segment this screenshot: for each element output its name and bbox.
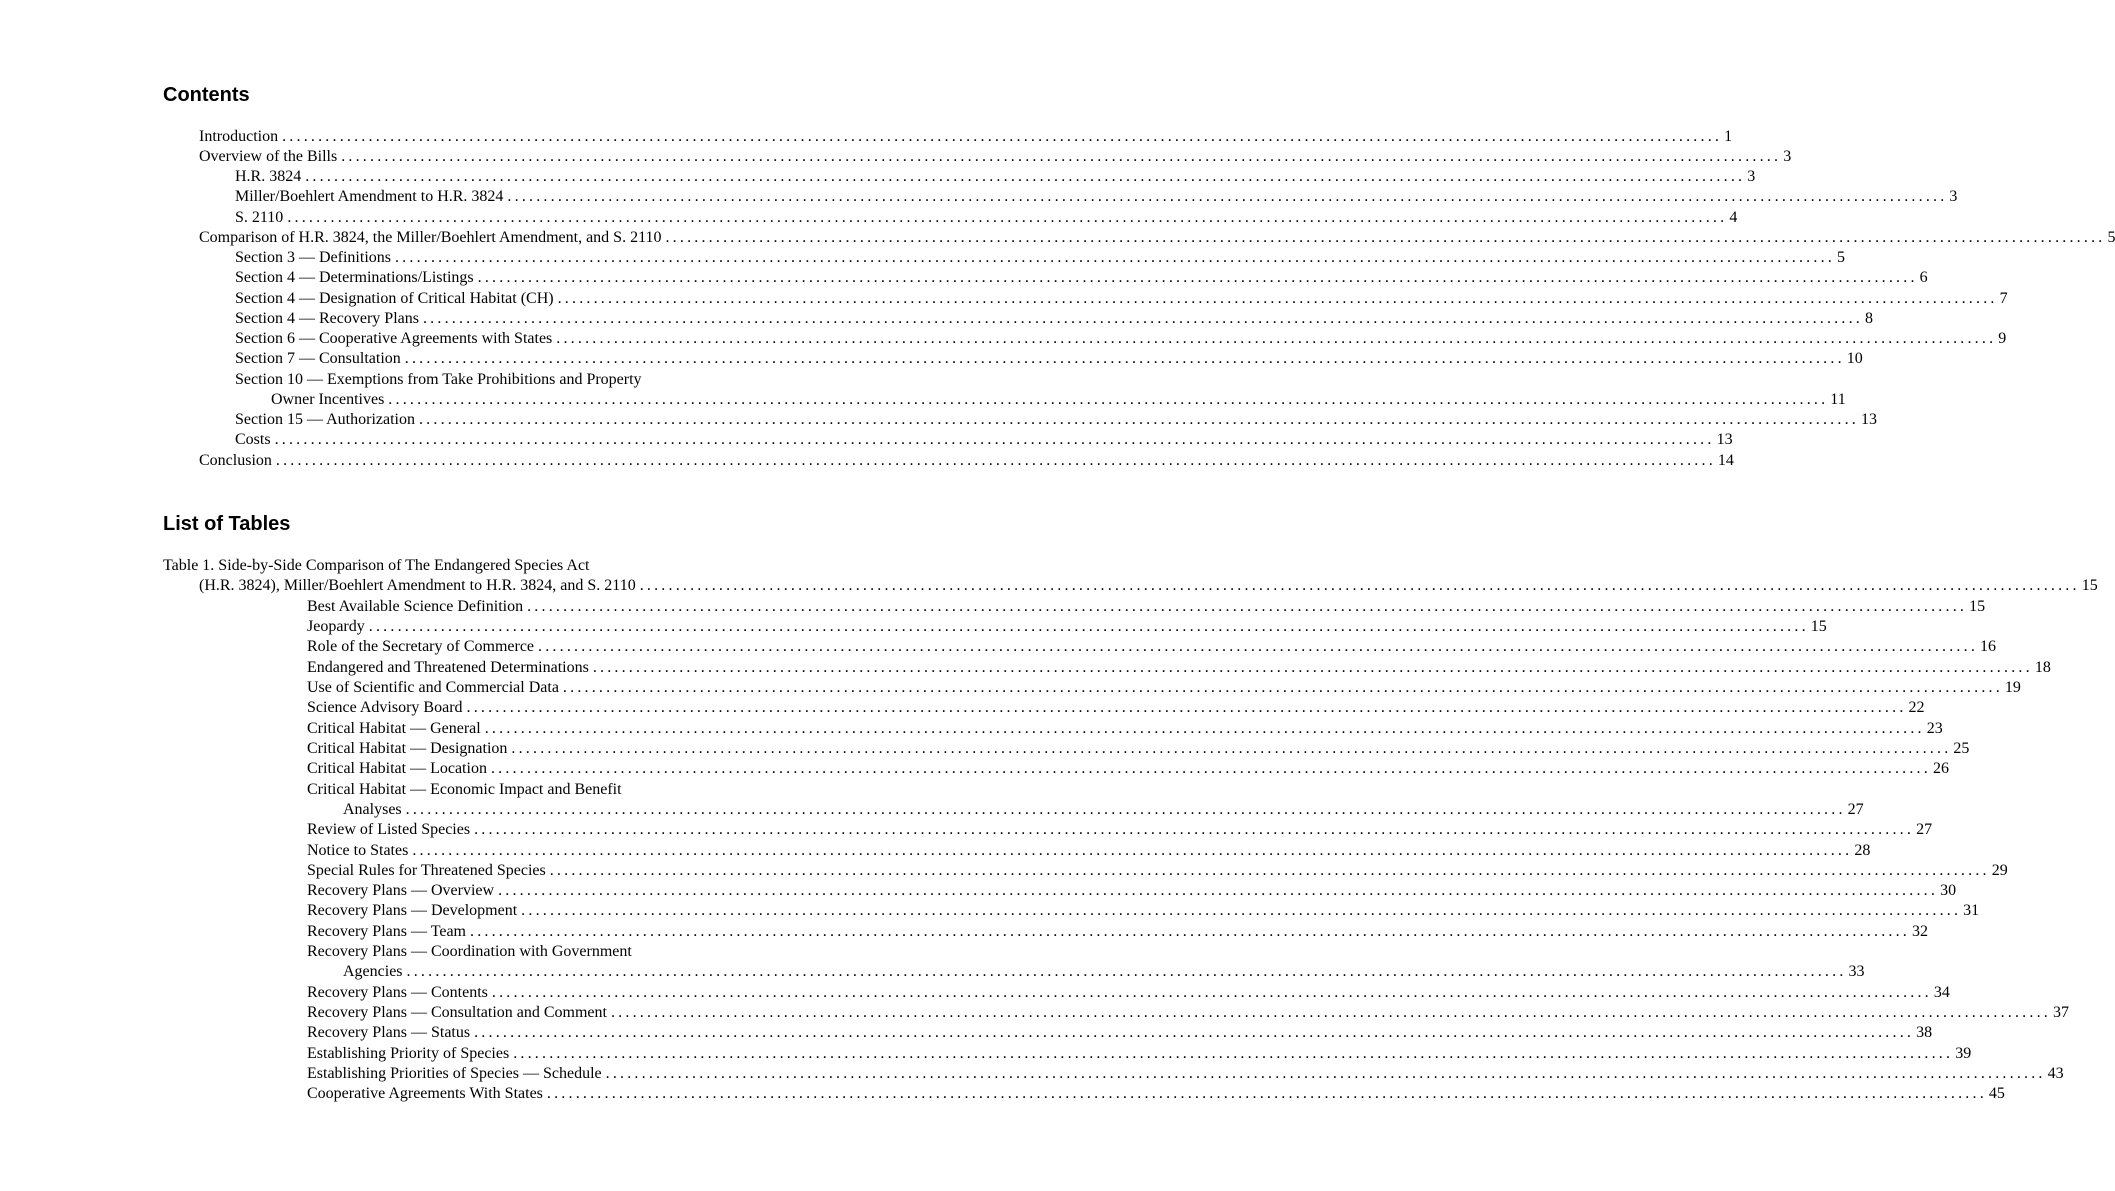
dot-leader: ........................................................................................................................................................................................................ [610, 1004, 2051, 1021]
lot-entry[interactable]: Critical Habitat — Location ........................................................................................................................................................................................................ 26 [307, 760, 1949, 777]
dot-leader: ........................................................................................................................................................................................................ [412, 842, 1853, 859]
list-of-tables-heading: List of Tables [163, 513, 291, 535]
lot-entry[interactable]: Critical Habitat — Designation ........................................................................................................................................................................................................ 25 [307, 740, 1970, 757]
lot-entry[interactable]: Recovery Plans — Contents ........................................................................................................................................................................................................ 34 [307, 984, 1950, 1001]
dot-leader: ........................................................................................................................................................................................................ [513, 1045, 1954, 1062]
toc-entry-comparison[interactable]: Comparison of H.R. 3824, the Miller/Boehlert Amendment, and S. 2110 ........................................................................................................................................................................................................ 5 [199, 229, 2115, 246]
lot-entry[interactable]: Establishing Priority of Species ........................................................................................................................................................................................................ 39 [307, 1045, 1972, 1062]
dot-leader: ........................................................................................................................................................................................................ [557, 290, 1998, 307]
dot-leader: ........................................................................................................................................................................................................ [282, 128, 1723, 145]
lot-entry-line2[interactable]: Agencies ........................................................................................................................................................................................................ 33 [343, 963, 1865, 980]
dot-leader: ........................................................................................................................................................................................................ [527, 598, 1968, 615]
dot-leader: ........................................................................................................................................................................................................ [466, 699, 1907, 716]
dot-leader: ........................................................................................................................................................................................................ [474, 821, 1915, 838]
dot-leader: ........................................................................................................................................................................................................ [549, 862, 1990, 879]
lot-entry[interactable]: Special Rules for Threatened Species ........................................................................................................................................................................................................ 29 [307, 862, 2008, 879]
lot-entry[interactable]: Role of the Secretary of Commerce ........................................................................................................................................................................................................ 16 [307, 638, 1997, 655]
toc-entry-s2110[interactable]: S. 2110 ........................................................................................................................................................................................................ 4 [235, 209, 1738, 226]
lot-entry[interactable]: Recovery Plans — Team ........................................................................................................................................................................................................ 32 [307, 923, 1928, 940]
dot-leader: ........................................................................................................................................................................................................ [405, 801, 1846, 818]
dot-leader: ........................................................................................................................................................................................................ [538, 638, 1979, 655]
lot-entry[interactable]: Recovery Plans — Status ........................................................................................................................................................................................................ 38 [307, 1024, 1933, 1041]
toc-entry-section4-recovery[interactable]: Section 4 — Recovery Plans ........................................................................................................................................................................................................ 8 [235, 310, 1873, 327]
dot-leader: ........................................................................................................................................................................................................ [406, 963, 1847, 980]
dot-leader: ........................................................................................................................................................................................................ [388, 391, 1829, 408]
dot-leader: ........................................................................................................................................................................................................ [521, 902, 1962, 919]
lot-entry[interactable]: Recovery Plans — Overview ........................................................................................................................................................................................................ 30 [307, 882, 1957, 899]
lot-entry[interactable]: Endangered and Threatened Determinations ........................................................................................................................................................................................................ 18 [307, 659, 2051, 676]
toc-entry-miller-boehlert[interactable]: Miller/Boehlert Amendment to H.R. 3824 ........................................................................................................................................................................................................ 3 [235, 188, 1958, 205]
toc-entry-section10-line2[interactable]: Owner Incentives ........................................................................................................................................................................................................ 11 [271, 391, 1846, 408]
dot-leader: ........................................................................................................................................................................................................ [562, 679, 2003, 696]
toc-entry-section7[interactable]: Section 7 — Consultation ........................................................................................................................................................................................................ 10 [235, 350, 1863, 367]
lot-entry[interactable]: Establishing Priorities of Species — Schedule ........................................................................................................................................................................................................ 43 [307, 1065, 2064, 1082]
toc-entry-costs[interactable]: Costs ........................................................................................................................................................................................................ 13 [235, 431, 1733, 448]
dot-leader: ........................................................................................................................................................................................................ [507, 188, 1948, 205]
lot-entry[interactable]: Review of Listed Species ........................................................................................................................................................................................................ 27 [307, 821, 1933, 838]
dot-leader: ........................................................................................................................................................................................................ [491, 984, 1932, 1001]
dot-leader: ........................................................................................................................................................................................................ [490, 760, 1931, 777]
lot-entry[interactable]: Jeopardy ........................................................................................................................................................................................................ 15 [307, 618, 1827, 635]
dot-leader: ........................................................................................................................................................................................................ [368, 618, 1809, 635]
dot-leader: ........................................................................................................................................................................................................ [341, 148, 1782, 165]
toc-entry-section6[interactable]: Section 6 — Cooperative Agreements with States ........................................................................................................................................................................................................ 9 [235, 330, 2007, 347]
lot-entry[interactable]: Critical Habitat — General ........................................................................................................................................................................................................ 23 [307, 720, 1943, 737]
dot-leader: ........................................................................................................................................................................................................ [305, 168, 1746, 185]
dot-leader: ........................................................................................................................................................................................................ [511, 740, 1952, 757]
dot-leader: ........................................................................................................................................................................................................ [665, 229, 2106, 246]
toc-entry-introduction[interactable]: Introduction ........................................................................................................................................................................................................ 1 [199, 128, 1733, 145]
toc-entry-hr3824[interactable]: H.R. 3824 ........................................................................................................................................................................................................ 3 [235, 168, 1756, 185]
toc-entry-section15[interactable]: Section 15 — Authorization ........................................................................................................................................................................................................ 13 [235, 411, 1877, 428]
lot-entry[interactable]: Recovery Plans — Consultation and Comment ........................................................................................................................................................................................................ 37 [307, 1004, 2069, 1021]
dot-leader: ........................................................................................................................................................................................................ [274, 431, 1715, 448]
lot-entry[interactable]: Notice to States ........................................................................................................................................................................................................ 28 [307, 842, 1871, 859]
dot-leader: ........................................................................................................................................................................................................ [474, 1024, 1915, 1041]
toc-entry-section3[interactable]: Section 3 — Definitions ........................................................................................................................................................................................................ 5 [235, 249, 1845, 266]
dot-leader: ........................................................................................................................................................................................................ [422, 310, 1863, 327]
lot-entry[interactable]: Use of Scientific and Commercial Data ........................................................................................................................................................................................................ 19 [307, 679, 2021, 696]
dot-leader: ........................................................................................................................................................................................................ [287, 209, 1728, 226]
lot-entry[interactable]: Best Available Science Definition ........................................................................................................................................................................................................ 15 [307, 598, 1986, 615]
toc-entry-section10-line1[interactable]: Section 10 — Exemptions from Take Prohibitions and Property [235, 371, 642, 388]
dot-leader: ........................................................................................................................................................................................................ [592, 659, 2033, 676]
dot-leader: ........................................................................................................................................................................................................ [484, 720, 1925, 737]
dot-leader: ........................................................................................................................................................................................................ [418, 411, 1859, 428]
toc-entry-conclusion[interactable]: Conclusion ........................................................................................................................................................................................................ 14 [199, 452, 1734, 469]
dot-leader: ........................................................................................................................................................................................................ [498, 882, 1939, 899]
lot-entry-line2[interactable]: Analyses ........................................................................................................................................................................................................ 27 [343, 801, 1864, 818]
dot-leader: ........................................................................................................................................................................................................ [275, 452, 1716, 469]
table1-title-line1[interactable]: Table 1. Side-by-Side Comparison of The Endangered Species Act [163, 557, 590, 574]
toc-entry-section4-ch[interactable]: Section 4 — Designation of Critical Habitat (CH) ........................................................................................................................................................................................................ 7 [235, 290, 2008, 307]
lot-entry-line1[interactable]: Critical Habitat — Economic Impact and Benefit [307, 781, 622, 798]
contents-heading: Contents [163, 84, 250, 106]
lot-entry[interactable]: Cooperative Agreements With States ........................................................................................................................................................................................................ 45 [307, 1085, 2005, 1102]
lot-entry[interactable]: Recovery Plans — Development ........................................................................................................................................................................................................ 31 [307, 902, 1980, 919]
lot-entry-line1[interactable]: Recovery Plans — Coordination with Government [307, 943, 632, 960]
dot-leader: ........................................................................................................................................................................................................ [404, 350, 1845, 367]
dot-leader: ........................................................................................................................................................................................................ [605, 1065, 2046, 1082]
dot-leader: ........................................................................................................................................................................................................ [477, 269, 1918, 286]
toc-entry-section4-listings[interactable]: Section 4 — Determinations/Listings ........................................................................................................................................................................................................ 6 [235, 269, 1928, 286]
toc-entry-overview[interactable]: Overview of the Bills ........................................................................................................................................................................................................ 3 [199, 148, 1792, 165]
table1-title-line2[interactable]: (H.R. 3824), Miller/Boehlert Amendment to H.R. 3824, and S. 2110 ........................................................................................................................................................................................................ 15 [199, 577, 2098, 594]
lot-entry[interactable]: Science Advisory Board ........................................................................................................................................................................................................ 22 [307, 699, 1925, 716]
dot-leader: ........................................................................................................................................................................................................ [639, 577, 2080, 594]
dot-leader: ........................................................................................................................................................................................................ [556, 330, 1997, 347]
dot-leader: ........................................................................................................................................................................................................ [470, 923, 1910, 940]
dot-leader: ........................................................................................................................................................................................................ [394, 249, 1835, 266]
dot-leader: ........................................................................................................................................................................................................ [546, 1085, 1987, 1102]
